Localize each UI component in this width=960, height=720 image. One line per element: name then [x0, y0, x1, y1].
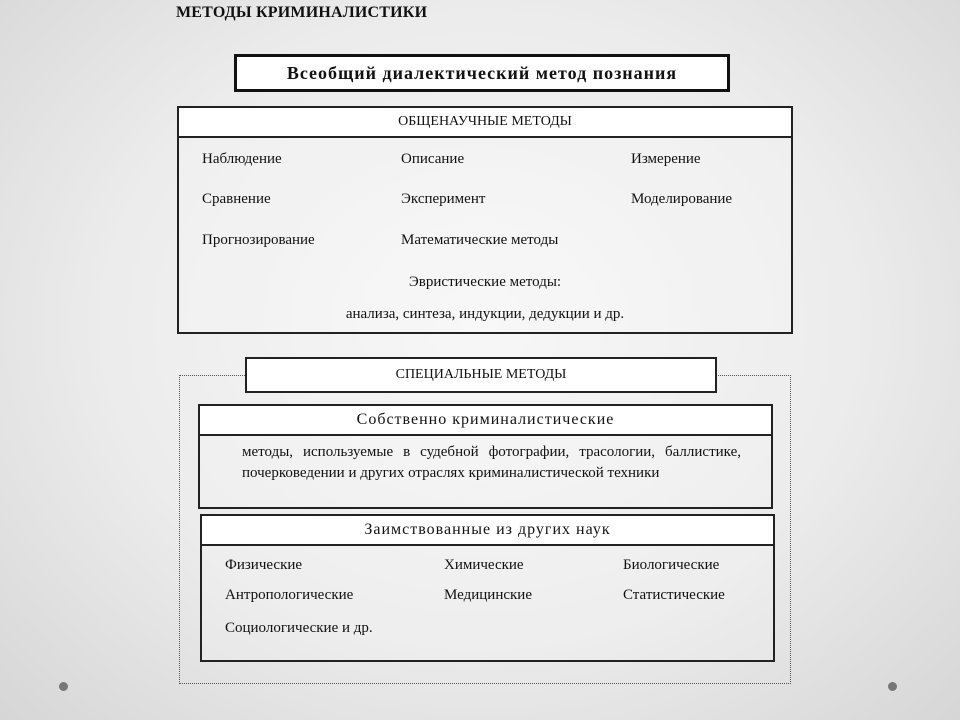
method-measurement: Измерение: [631, 151, 701, 167]
criminalistic-methods-header: Собственно криминалистические: [200, 406, 771, 436]
borrowed-sociological: Социологические и др.: [225, 620, 373, 636]
borrowed-methods-header: Заимствованные из других наук: [202, 516, 773, 546]
borrowed-medical: Медицинские: [444, 587, 532, 603]
special-methods-header: СПЕЦИАЛЬНЫЕ МЕТОДЫ: [245, 357, 717, 393]
borrowed-chemical: Химические: [444, 557, 524, 573]
general-methods-header: ОБЩЕНАУЧНЫЕ МЕТОДЫ: [179, 108, 791, 138]
borrowed-biological: Биологические: [623, 557, 720, 573]
method-description: Описание: [401, 151, 465, 167]
method-experiment: Эксперимент: [401, 191, 486, 207]
method-observation: Наблюдение: [202, 151, 282, 167]
general-methods-box: [177, 106, 793, 334]
method-comparison: Сравнение: [202, 191, 271, 207]
method-modeling: Моделирование: [631, 191, 733, 207]
criminalistic-methods-box: [198, 404, 773, 509]
criminalistic-methods-description: методы, используемые в судебной фотографии, трасологии, баллистике, почерковедении и других отраслях криминалистической техники: [242, 444, 741, 481]
slide-dot-right: [888, 682, 897, 691]
page-title: МЕТОДЫ КРИМИНАЛИСТИКИ: [176, 4, 428, 21]
heuristic-methods-label: Эвристические методы:: [408, 274, 562, 290]
universal-method-box: Всеобщий диалектический метод познания: [234, 54, 730, 92]
borrowed-statistical: Статистические: [623, 587, 725, 603]
borrowed-methods-box: [200, 514, 775, 662]
method-forecasting: Прогнозирование: [202, 232, 315, 248]
borrowed-physical: Физические: [225, 557, 303, 573]
borrowed-anthropological: Антропологические: [225, 587, 354, 603]
heuristic-methods-detail: анализа, синтеза, индукции, дедукции и др.: [345, 306, 625, 322]
slide-dot-left: [59, 682, 68, 691]
method-mathematical: Математические методы: [401, 232, 559, 248]
